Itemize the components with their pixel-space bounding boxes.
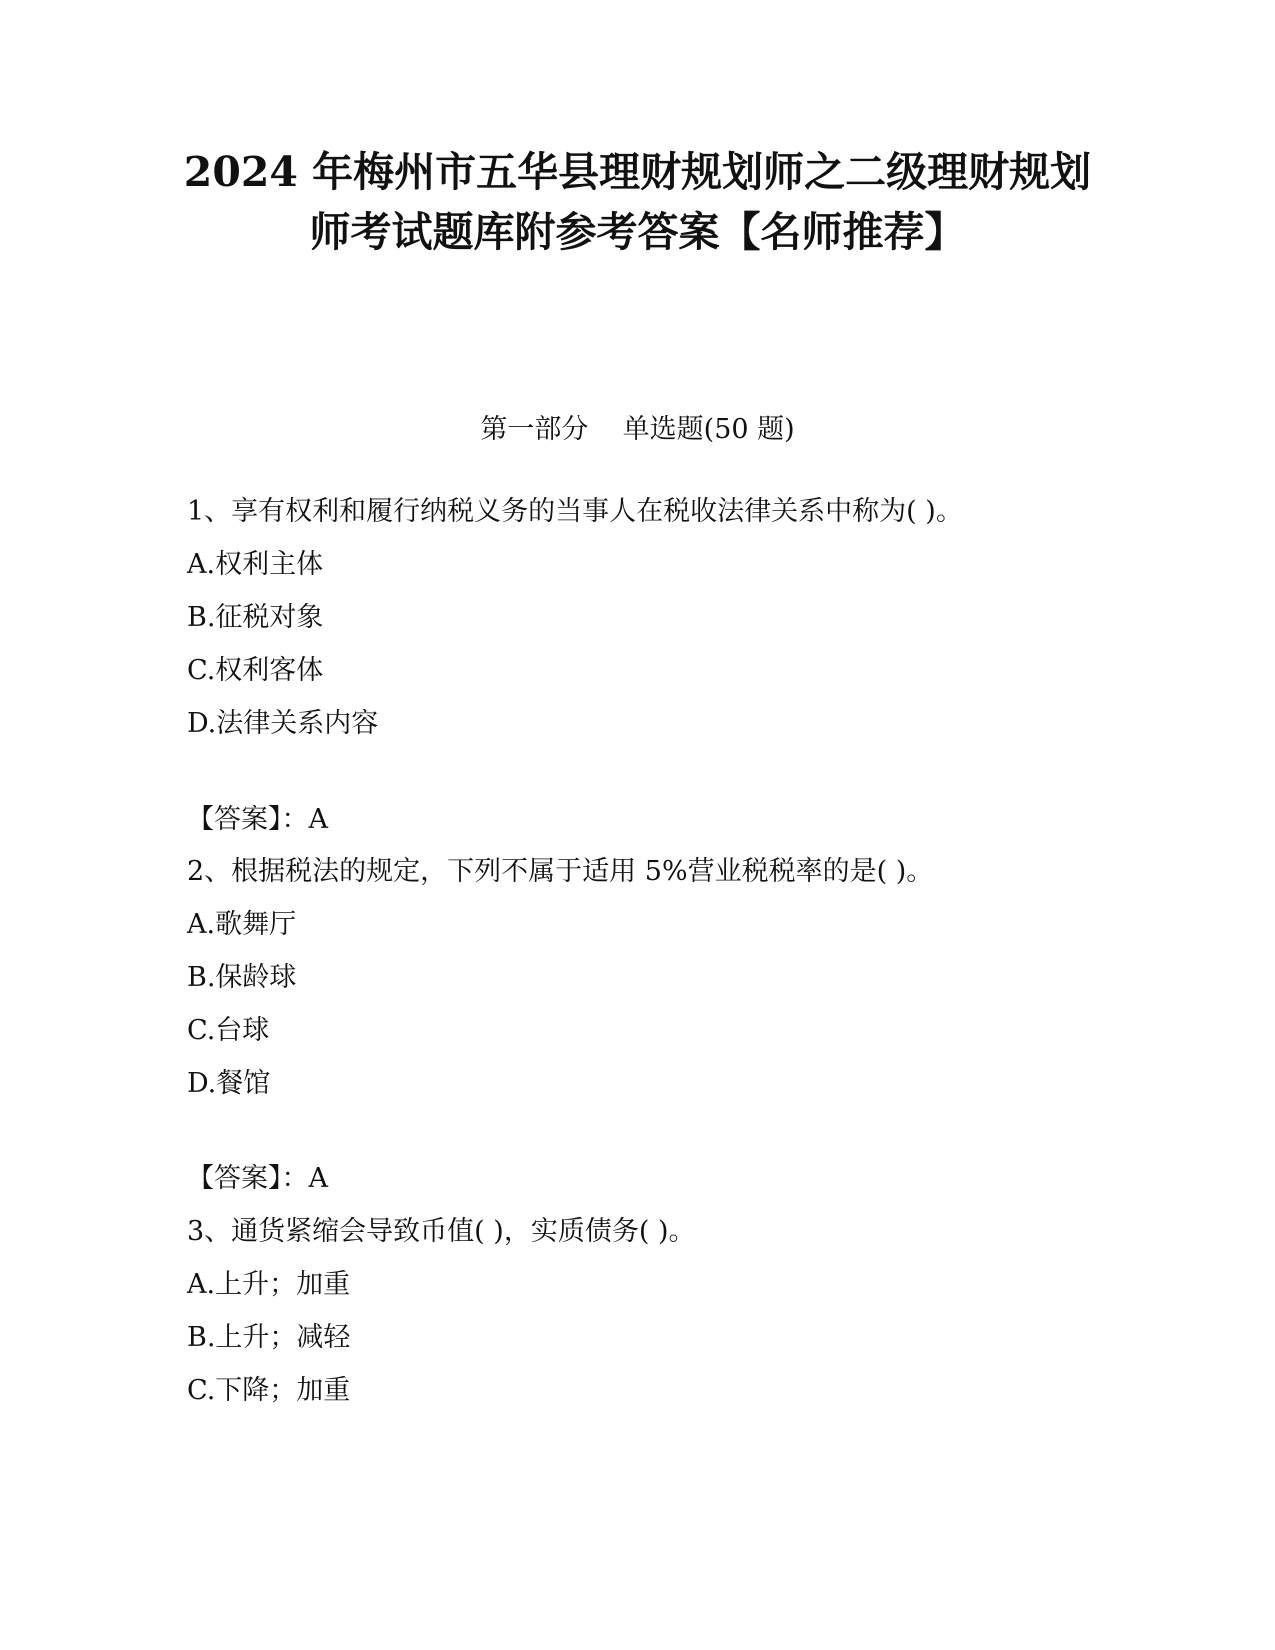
question-2-answer: 【答案】：A bbox=[187, 1163, 328, 1194]
question-2-option-c: C.台球 bbox=[187, 1015, 270, 1046]
question-1-option-d: D.法律关系内容 bbox=[187, 708, 379, 739]
question-1-option-b: B.征税对象 bbox=[187, 602, 324, 633]
question-2-option-b: B.保龄球 bbox=[187, 962, 297, 993]
question-2-stem: 2、根据税法的规定，下列不属于适用 5%营业税税率的是( )。 bbox=[187, 856, 934, 887]
section-heading: 第一部分 单选题(50 题) bbox=[480, 414, 795, 445]
question-1-option-c: C.权利客体 bbox=[187, 655, 324, 686]
question-3-option-c: C.下降；加重 bbox=[187, 1375, 351, 1406]
question-2-option-d: D.餐馆 bbox=[187, 1068, 271, 1099]
question-3-option-a: A.上升；加重 bbox=[187, 1269, 351, 1300]
document-title-line-1: 2024 年梅州市五华县理财规划师之二级理财规划 bbox=[183, 148, 1092, 196]
document-title bbox=[150, 142, 1125, 262]
question-1-answer: 【答案】：A bbox=[187, 804, 328, 835]
question-1-option-a: A.权利主体 bbox=[187, 549, 324, 580]
question-3-stem: 3、通货紧缩会导致币值( )，实质债务( )。 bbox=[187, 1216, 696, 1247]
document-title-line-2: 师考试题库附参考答案【名师推荐】 bbox=[309, 208, 966, 256]
question-2-option-a: A.歌舞厅 bbox=[187, 909, 297, 940]
question-1-stem: 1、享有权利和履行纳税义务的当事人在税收法律关系中称为( )。 bbox=[187, 496, 963, 527]
question-3-option-b: B.上升；减轻 bbox=[187, 1322, 351, 1353]
